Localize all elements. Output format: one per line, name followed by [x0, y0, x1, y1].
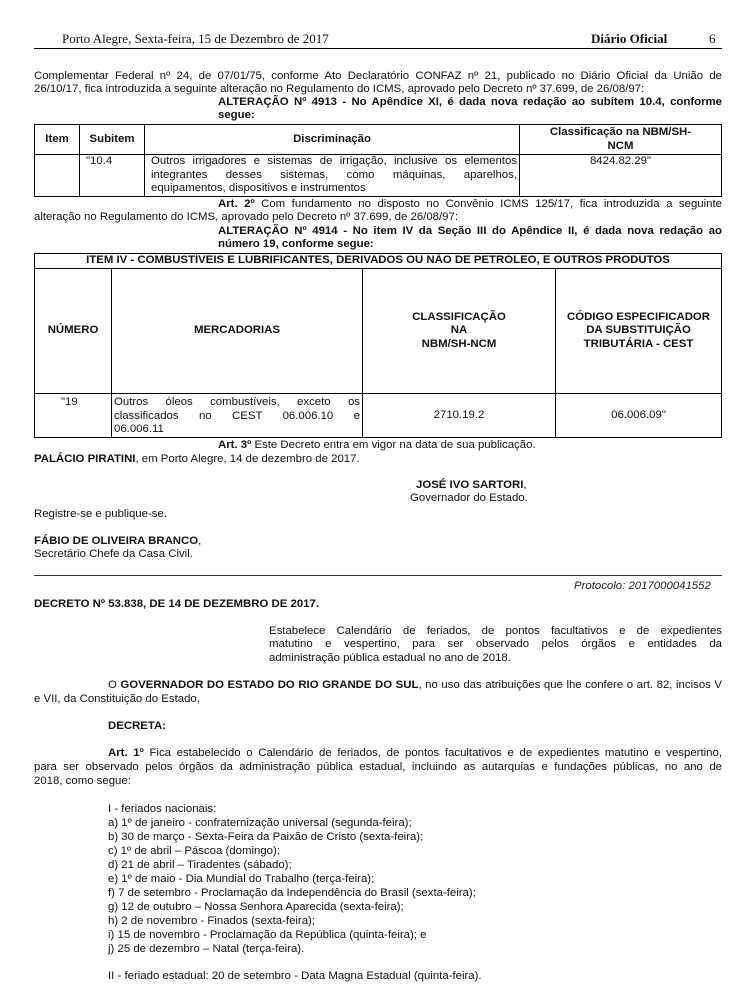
table1-desc-line-1: Outros irrigadores e sistemas de irrigação, inclusive os elementos: [151, 155, 517, 167]
decreta: DECRETA:: [108, 720, 167, 732]
art3-label: Art. 3º: [218, 439, 252, 451]
secretary-name-suffix: ,: [198, 535, 202, 547]
header-place-date: Porto Alegre, Sexta-feira, 15 de Dezembro de 2017: [62, 31, 329, 46]
secretary-title: Secretário Chefe da Casa Civil.: [34, 548, 193, 560]
ementa-line-2: matutino e vespertino, para ser observado pelos órgãos e entidades da: [269, 638, 722, 650]
table1-header-item: Item: [35, 125, 80, 155]
table2-header-numero: NÚMERO: [35, 269, 112, 394]
table2-header-cest-line-3: TRIBUTÁRIA - CEST: [583, 337, 694, 350]
table1-header-discriminacao: Discriminação: [145, 125, 520, 155]
table2-header-class-line-1: CLASSIFICAÇÃO: [412, 310, 506, 323]
preamble-o: O: [108, 679, 121, 691]
table2-cell-mercadorias: [112, 394, 363, 438]
list-item: d) 21 de abril – Tiradentes (sábado);: [108, 859, 292, 871]
governor-name-suffix: ,: [523, 479, 527, 491]
header-page-number: 6: [709, 31, 716, 46]
table-appendix-ii-item-iv: [34, 253, 722, 438]
list-item: f) 7 de setembro - Proclamação da Independência do Brasil (sexta-feira);: [108, 887, 476, 899]
table-row: [35, 155, 722, 197]
table1-desc-line-2: integrantes desses sistemas, como máquinas, aparelhos,: [151, 168, 517, 181]
alteration-4913-line-1: ALTERAÇÃO Nº 4913 - No Apêndice XI, é dada nova redação ao subitem 10.4, conforme: [218, 96, 722, 108]
art3-text: Este Decreto entra em vigor na data de sua publicação.: [254, 439, 536, 451]
list-item: i) 15 de novembro - Proclamação da República (quinta-feira); e: [108, 929, 427, 941]
table1-cell-item: [35, 155, 80, 197]
art1-line-2: para ser observado pelos órgãos da administração pública estadual, incluindo as autarquias e fundações públicas, no ano de: [34, 761, 722, 773]
alteration-4914-line-1: ALTERAÇÃO Nº 4914 - No item IV da Seção III do Apêndice II, é dada nova redação ao: [218, 225, 722, 237]
table2-header-mercadorias: MERCADORIAS: [112, 269, 363, 394]
table2-cell-cest: 06.006.09": [556, 394, 722, 438]
secretary-name: FÁBIO DE OLIVEIRA BRANCO: [34, 535, 199, 547]
section-rule: [34, 575, 722, 576]
art1-line-1: [108, 747, 722, 761]
table1-header-subitem: Subitem: [80, 125, 145, 155]
governor-name-line: [416, 479, 527, 493]
governor-name: JOSÉ IVO SARTORI: [416, 479, 524, 491]
preamble-rest: , no uso das atribuições que lhe confere o art. 82, incisos V: [418, 679, 722, 691]
state-holiday: II - feriado estadual: 20 de setembro - Data Magna Estadual (quinta-feira).: [108, 970, 482, 982]
palacio-line: [34, 453, 360, 467]
list-heading-national: I - feriados nacionais:: [108, 803, 217, 815]
secretary-name-line: [34, 535, 201, 549]
ementa-line-3: administração pública estadual no ano de 2018.: [269, 652, 511, 664]
alteration-4913-line-2: segue:: [218, 109, 255, 121]
art2-text: Com fundamento no disposto no Convênio ICMS 125/17, fica introduzida a seguinte: [261, 198, 722, 210]
art1-text: Fica estabelecido o Calendário de feriados, de pontos facultativos e de expedientes matutino e vespertino,: [149, 747, 722, 759]
registre-line: Registre-se e publique-se.: [34, 508, 167, 520]
table2-header-cest-line-1: CÓDIGO ESPECIFICADOR: [566, 310, 711, 323]
table-appendix-xi: [34, 124, 722, 197]
table1-cell-classificacao: 8424.82.29": [520, 155, 722, 197]
art2-line-2: alteração no Regulamento do ICMS, aprovado pelo Decreto nº 37.699, de 26/08/97:: [34, 211, 458, 223]
table1-cell-discriminacao: [145, 155, 520, 197]
intro-line-2: 26/10/17, fica introduzida a seguinte alteração no Regulamento do ICMS, aprovado pelo Decreto nº 37.699, de 26/08/97:: [34, 83, 645, 95]
table2-header-classificacao: [363, 269, 556, 394]
list-item: j) 25 de dezembro – Natal (terça-feira).: [108, 943, 305, 955]
art2-label: Art. 2º: [218, 198, 255, 210]
art1-label: Art. 1º: [108, 747, 144, 759]
art3-line: [218, 439, 536, 453]
decree-title: DECRETO Nº 53.838, DE 14 DE DEZEMBRO DE 2017.: [34, 598, 320, 610]
list-item: e) 1º de maio - Dia Mundial do Trabalho (terça-feira);: [108, 873, 375, 885]
table2-header-cest-line-2: DA SUBSTITUIÇÃO: [586, 324, 691, 337]
table2-merc-line-3: 06.006.11: [114, 423, 164, 435]
list-item: a) 1º de janeiro - confraternização universal (segunda-feira);: [108, 817, 412, 829]
table2-header-cest: [556, 269, 722, 394]
header-publication: Diário Oficial: [591, 31, 668, 46]
table2-title: ITEM IV - COMBUSTÍVEIS E LUBRIFICANTES, DERIVADOS OU NÃO DE PETRÓLEO, E OUTROS PRODUTOS: [35, 254, 722, 269]
table2-header-class-line-3: NBM/SH-NCM: [421, 337, 497, 350]
table1-header-classificacao-line-1: Classificação na NBM/SH-: [549, 126, 692, 138]
table2-cell-numero: "19: [35, 394, 112, 438]
palacio-name: PALÁCIO PIRATINI: [34, 453, 136, 465]
list-item: c) 1º de abril – Páscoa (domingo);: [108, 845, 280, 857]
list-item: h) 2 de novembro - Finados (sexta-feira);: [108, 915, 316, 927]
table2-cell-classificacao: 2710.19.2: [363, 394, 556, 438]
palacio-rest: , em Porto Alegre, 14 de dezembro de 2017.: [135, 453, 360, 465]
table2-header-class-line-2: NA: [450, 324, 468, 337]
ementa-line-1: Estabelece Calendário de feriados, de pontos facultativos e de expedientes: [269, 625, 722, 637]
art2-line-1: [218, 198, 722, 212]
protocolo: Protocolo: 2017000041552: [574, 580, 711, 592]
table-row: [35, 394, 722, 438]
table1-cell-subitem: "10.4: [80, 155, 145, 197]
header-rule: [34, 48, 722, 49]
table2-merc-line-2: classificados no CEST 06.006.10 e: [114, 409, 360, 422]
art1-line-3: 2018, como segue:: [34, 775, 131, 787]
preamble-line-2: e VII, da Constituição do Estado,: [34, 693, 200, 705]
table2-merc-line-1: Outros óleos combustíveis, exceto os: [114, 396, 360, 408]
preamble-governor: GOVERNADOR DO ESTADO DO RIO GRANDE DO SUL: [120, 679, 419, 691]
list-item: g) 12 de outubro – Nossa Senhora Aparecida (sexta-feira);: [108, 901, 404, 913]
list-item: b) 30 de março - Sexta-Feira da Paixão de Cristo (sexta-feira);: [108, 831, 424, 843]
governor-title: Governador do Estado.: [410, 492, 528, 504]
table1-header-classificacao-line-2: NCM: [607, 139, 634, 152]
table1-desc-line-3: equipamentos, dispositivos e instrumentos: [151, 182, 366, 194]
table1-header-classificacao: [520, 125, 722, 155]
alteration-4914-line-2: número 19, conforme segue:: [218, 238, 374, 250]
intro-line-1: Complementar Federal nº 24, de 07/01/75, conforme Ato Declaratório CONFAZ nº 21, publicado no Diário Oficial da União de: [34, 70, 722, 82]
preamble-line-1: [108, 679, 722, 693]
